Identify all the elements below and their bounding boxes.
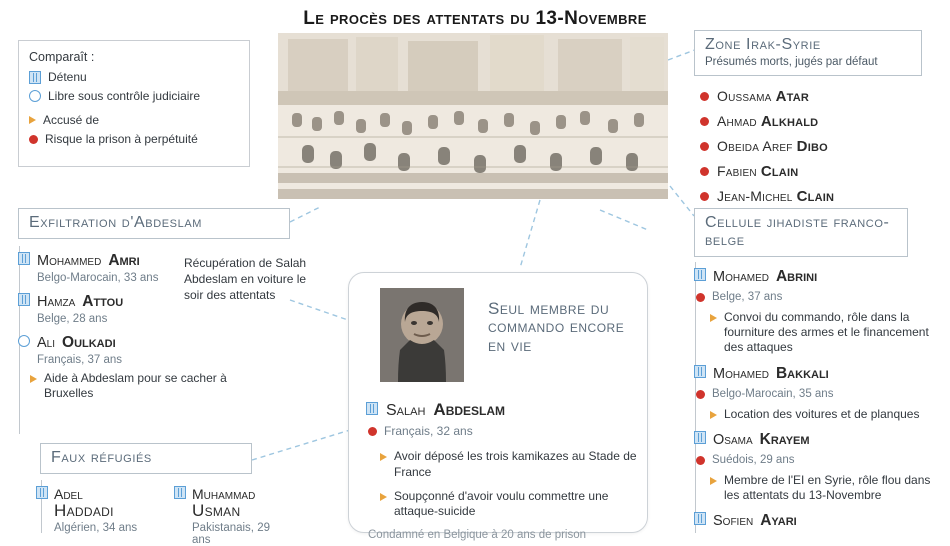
person-firstname: Ahmad — [717, 113, 757, 129]
person-lastname: Dibo — [796, 138, 828, 155]
charge-text: Membre de l'EI en Syrie, rôle flou dans les attentats du 13-Novembre — [724, 472, 931, 502]
faux-refugies-heading: Faux réfugiés — [51, 449, 152, 466]
red-dot-icon — [700, 117, 709, 126]
avatar — [380, 288, 464, 382]
red-dot-icon — [700, 167, 709, 176]
person-lastname: Ayari — [760, 512, 797, 530]
list-item — [694, 268, 944, 356]
legend-item-detenu — [29, 70, 239, 84]
faux-refugies-people — [36, 486, 296, 546]
list-item — [174, 486, 286, 546]
cellule-people — [694, 268, 944, 539]
person-lastname: Usman — [192, 501, 241, 520]
person-name — [717, 138, 828, 155]
list-item — [694, 431, 944, 503]
person-lastname: Abrini — [775, 268, 818, 285]
person-risk — [696, 387, 944, 402]
triangle-icon — [710, 314, 717, 322]
person-firstname: Oussama — [717, 88, 772, 104]
person-meta: Belge, 37 ans — [712, 291, 783, 303]
person-firstname: Obeida Aref — [717, 138, 793, 154]
red-dot-icon — [29, 135, 38, 144]
person-firstname: Adel — [54, 486, 83, 502]
legend-item-perpetuite — [29, 132, 239, 146]
person-lastname: Krayem — [759, 430, 810, 448]
center-callout: Seul membre du commando encore en vie — [488, 299, 625, 355]
detainee-icon — [694, 365, 706, 378]
faux-refugies-header — [40, 443, 252, 474]
person-lastname: Oulkadi — [62, 334, 116, 351]
person-meta: Pakistanais, 29 ans — [192, 521, 270, 546]
circle-outline-icon — [29, 90, 41, 102]
detainee-icon — [18, 293, 30, 306]
person-name — [366, 400, 646, 420]
person-firstname: Muhammad — [192, 486, 256, 502]
list-item — [700, 163, 940, 180]
red-dot-icon — [700, 92, 709, 101]
person-charge — [710, 310, 944, 356]
person-firstname: Mohamed — [713, 269, 769, 285]
triangle-icon — [380, 493, 387, 501]
detainee-icon — [694, 512, 706, 525]
person-lastname: Haddadi — [54, 501, 114, 520]
person-name — [36, 486, 148, 502]
list-item — [694, 512, 944, 530]
zone-people-list — [700, 88, 940, 213]
person-firstname: Jean-Michel — [717, 188, 793, 204]
detainee-icon — [694, 431, 706, 444]
person-name — [717, 88, 809, 105]
person-charge — [380, 449, 646, 480]
person-lastname: Abdeslam — [433, 400, 506, 419]
list-item — [700, 113, 940, 130]
exfiltration-header — [18, 208, 290, 239]
detainee-icon — [174, 486, 186, 499]
charge-text: Convoi du commando, rôle dans la fourniture des armes et le financement des attaques — [724, 309, 929, 355]
exfiltration-heading: Exfiltration d'Abdeslam — [29, 214, 203, 231]
list-item — [700, 88, 940, 105]
detainee-icon — [694, 268, 706, 281]
person-meta: Belgo-Marocain, 35 ans — [712, 387, 834, 400]
zone-irak-syrie-header — [694, 30, 922, 76]
charge-text: Avoir déposé les trois kamikazes au Stade de France — [394, 449, 637, 479]
legend-item-accuse — [29, 113, 239, 127]
person-meta: Belgo-Marocain, 33 ans — [37, 272, 159, 284]
person-name — [174, 486, 286, 502]
person-name — [18, 334, 278, 352]
person-name — [717, 188, 834, 205]
person-firstname: Ali — [37, 335, 56, 351]
person-name — [694, 365, 944, 383]
triangle-icon — [710, 477, 717, 485]
person-meta: Français, 32 ans — [384, 424, 473, 438]
legend-item-label: Détenu — [48, 70, 87, 84]
person-lastname: Bakkali — [775, 364, 829, 382]
zone-subheading: Présumés morts, jugés par défaut — [705, 55, 878, 68]
person-firstname: Mohamed — [713, 365, 769, 382]
circle-outline-icon — [18, 335, 30, 347]
person-lastname: Alkhald — [760, 113, 819, 130]
list-item — [700, 138, 940, 155]
person-charge — [30, 371, 278, 402]
person-lastname: Atar — [775, 88, 810, 105]
red-dot-icon — [696, 456, 705, 465]
zone-heading: Zone Irak-Syrie — [705, 36, 821, 53]
red-dot-icon — [700, 142, 709, 151]
person-meta: Algérien, 34 ans — [54, 521, 138, 534]
charge-text: Soupçonné d'avoir voulu commettre une attaque-suicide — [394, 489, 609, 519]
detainee-icon — [366, 402, 378, 415]
person-lastname: Amri — [108, 252, 140, 269]
charge-text: Location des voitures et de planques — [724, 406, 920, 421]
red-dot-icon — [696, 390, 705, 399]
person-name — [694, 431, 944, 449]
person-risk — [696, 453, 944, 468]
person-risk — [696, 290, 944, 305]
red-dot-icon — [700, 192, 709, 201]
legend-item-label: Libre sous contrôle judiciaire — [48, 89, 201, 103]
person-firstname: Mohammed — [37, 253, 102, 269]
portrait-sketch — [380, 288, 464, 382]
person-risk — [368, 424, 646, 439]
cellule-header — [694, 208, 908, 257]
courtroom-sketch — [278, 33, 668, 199]
person-lastname: Clain — [796, 188, 835, 205]
person-name — [717, 163, 798, 180]
person-firstname: Hamza — [37, 294, 76, 310]
salah-abdeslam-block — [366, 400, 646, 541]
person-meta: Français, 37 ans — [37, 354, 123, 366]
charge-text: Aide à Abdeslam pour se cacher à Bruxelles — [44, 371, 227, 401]
courtroom-illustration — [278, 33, 668, 199]
list-item — [700, 188, 940, 205]
person-name — [717, 113, 818, 130]
person-charge — [380, 489, 646, 520]
person-meta: Belge, 28 ans — [37, 313, 108, 325]
person-firstname: Fabien — [717, 163, 757, 179]
red-dot-icon — [696, 293, 705, 302]
person-firstname: Sofien — [713, 513, 754, 530]
person-lastname: Clain — [760, 163, 799, 180]
red-dot-icon — [368, 427, 377, 436]
triangle-icon — [710, 411, 717, 419]
person-name — [694, 512, 944, 530]
person-footnote: Condamné en Belgique à 20 ans de prison — [368, 528, 587, 541]
detainee-icon — [29, 71, 41, 84]
person-name — [694, 268, 944, 286]
cellule-heading: Cellule jihadiste franco-belge — [705, 214, 890, 249]
legend-item-libre — [29, 89, 239, 103]
page-title: Le procès des attentats du 13-Novembre — [303, 8, 647, 29]
legend-item-label: Risque la prison à perpétuité — [45, 132, 198, 146]
person-charge — [710, 473, 944, 504]
detainee-icon — [18, 252, 30, 265]
person-firstname: Salah — [386, 402, 426, 419]
legend-title: Comparaît : — [29, 50, 95, 64]
legend-item-label: Accusé de — [43, 113, 100, 127]
triangle-icon — [29, 116, 36, 124]
list-item — [36, 486, 148, 546]
exfiltration-note: Récupération de Salah Abdeslam en voiture le soir des attentats — [184, 256, 307, 302]
triangle-icon — [380, 453, 387, 461]
person-charge — [710, 407, 944, 422]
list-item — [18, 334, 278, 402]
person-lastname: Attou — [82, 293, 124, 310]
list-item — [694, 365, 944, 422]
person-meta: Suédois, 29 ans — [712, 453, 795, 466]
detainee-icon — [36, 486, 48, 499]
triangle-icon — [30, 375, 37, 383]
legend-box — [18, 40, 250, 167]
person-firstname: Osama — [713, 431, 753, 448]
